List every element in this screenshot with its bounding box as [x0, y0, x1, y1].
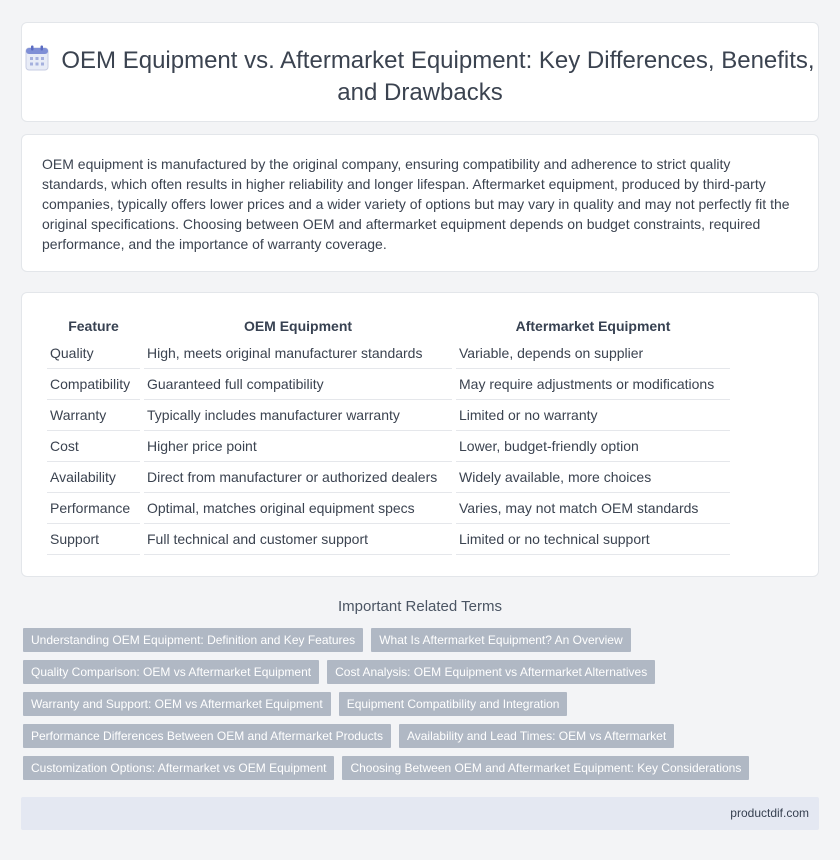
table-row	[47, 524, 730, 555]
feature-cell: Quality	[47, 338, 140, 369]
column-header-feature: Feature	[68, 318, 119, 334]
page-title	[22, 45, 818, 107]
oem-cell: Higher price point	[144, 431, 452, 462]
related-term-link[interactable]: Warranty and Support: OEM vs Aftermarket Equipment	[23, 692, 331, 716]
intro-card	[21, 134, 819, 272]
feature-cell: Support	[47, 524, 140, 555]
related-term-link[interactable]: Performance Differences Between OEM and Aftermarket Products	[23, 724, 391, 748]
oem-cell: Typically includes manufacturer warranty	[144, 400, 452, 431]
footer-bar	[21, 797, 819, 830]
feature-cell: Compatibility	[47, 369, 140, 400]
table-header-row	[47, 314, 730, 338]
aftermarket-cell: Lower, budget-friendly option	[456, 431, 730, 462]
related-terms-heading: Important Related Terms	[338, 598, 502, 615]
related-terms-list	[23, 628, 813, 780]
comparison-table-card	[21, 292, 819, 577]
related-term-link[interactable]: Quality Comparison: OEM vs Aftermarket Equipment	[23, 660, 319, 684]
table-row	[47, 493, 730, 524]
aftermarket-cell: Varies, may not match OEM standards	[456, 493, 730, 524]
aftermarket-cell: Limited or no technical support	[456, 524, 730, 555]
column-header-oem: OEM Equipment	[243, 318, 353, 334]
oem-cell: High, meets original manufacturer standards	[144, 338, 452, 369]
related-term-link[interactable]: Equipment Compatibility and Integration	[339, 692, 568, 716]
table-row	[47, 431, 730, 462]
oem-cell: Guaranteed full compatibility	[144, 369, 452, 400]
title-wrap	[22, 45, 818, 107]
table-row	[47, 400, 730, 431]
comparison-table	[43, 314, 734, 555]
aftermarket-cell: Limited or no warranty	[456, 400, 730, 431]
related-term-link[interactable]: Customization Options: Aftermarket vs OEM Equipment	[23, 756, 334, 780]
table-row	[47, 462, 730, 493]
related-term-link[interactable]: What Is Aftermarket Equipment? An Overview	[371, 628, 630, 652]
feature-cell: Cost	[47, 431, 140, 462]
column-header-aftermarket: Aftermarket Equipment	[515, 318, 671, 334]
related-term-link[interactable]: Choosing Between OEM and Aftermarket Equipment: Key Considerations	[342, 756, 749, 780]
aftermarket-cell: Widely available, more choices	[456, 462, 730, 493]
table-row	[47, 369, 730, 400]
page-title-text: OEM Equipment vs. Aftermarket Equipment: Key Differences, Benefits, and Drawbacks	[61, 47, 815, 106]
feature-cell: Performance	[47, 493, 140, 524]
related-term-link[interactable]: Availability and Lead Times: OEM vs Aftermarket	[399, 724, 674, 748]
aftermarket-cell: Variable, depends on supplier	[456, 338, 730, 369]
oem-cell: Direct from manufacturer or authorized dealers	[144, 462, 452, 493]
table-row	[47, 338, 730, 369]
header-card	[21, 22, 819, 122]
oem-cell: Full technical and customer support	[144, 524, 452, 555]
oem-cell: Optimal, matches original equipment specs	[144, 493, 452, 524]
footer-site-name: productdif.com	[730, 806, 809, 820]
feature-cell: Warranty	[47, 400, 140, 431]
calendar-icon	[25, 45, 49, 78]
related-term-link[interactable]: Understanding OEM Equipment: Definition and Key Features	[23, 628, 363, 652]
related-term-link[interactable]: Cost Analysis: OEM Equipment vs Aftermarket Alternatives	[327, 660, 655, 684]
aftermarket-cell: May require adjustments or modifications	[456, 369, 730, 400]
feature-cell: Availability	[47, 462, 140, 493]
intro-paragraph: OEM equipment is manufactured by the original company, ensuring compatibility and adherence to strict quality standards, which often results in higher reliability and longer lifespan. Aftermarket equipment, produced by third-party companies, typically offers lower prices and a wider variety of options but may vary in quality and may not perfectly fit the original specifications. Choosing between OEM and aftermarket equipment depends on budget constraints, required performance, and the importance of warranty coverage.	[42, 156, 790, 252]
